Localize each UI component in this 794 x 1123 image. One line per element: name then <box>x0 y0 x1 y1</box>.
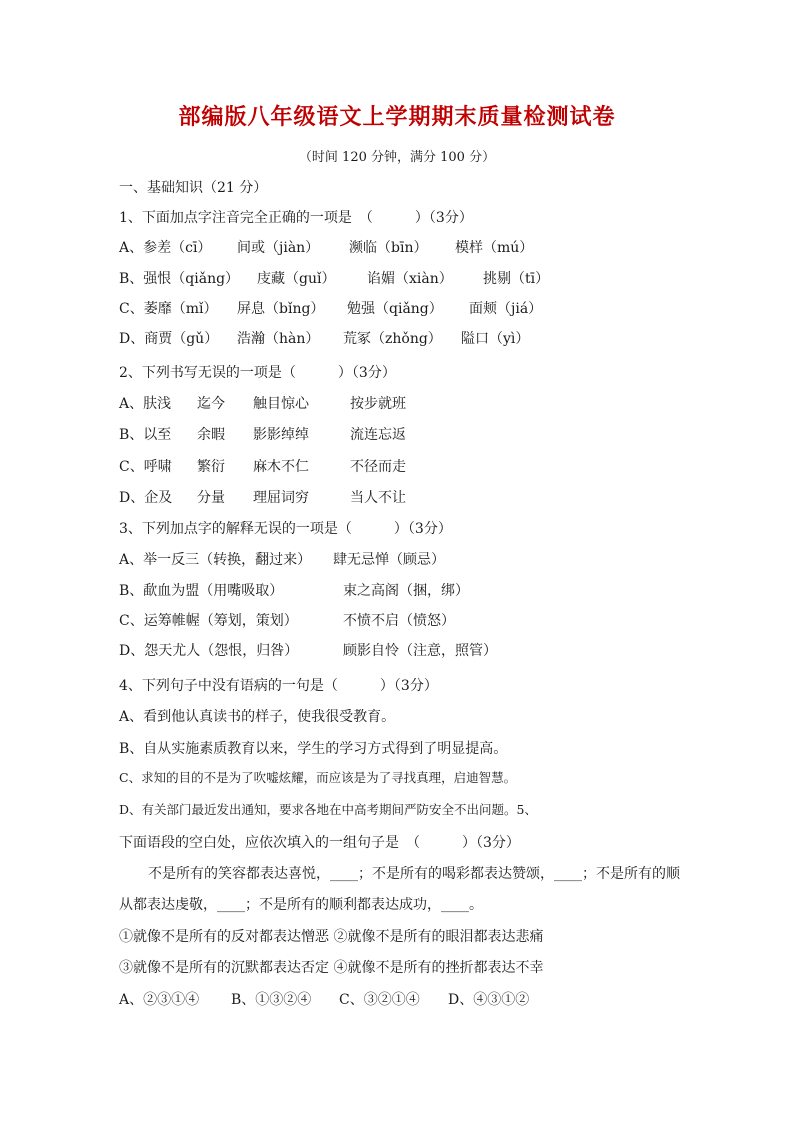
question-5-choices <box>119 989 559 1009</box>
option-cell: 不径而走 <box>350 459 406 475</box>
option-cell: 间或（jiàn） <box>237 240 320 256</box>
option-cell: B、①③②④ <box>231 992 312 1008</box>
question-5-stem: 下面语段的空白处，应依次填入的一组句子是 （ ）（3分） <box>119 835 520 851</box>
option-cell: 触目惊心 <box>253 396 309 412</box>
question-4-option-c: C、求知的目的不是为了吹嘘炫耀，而应该是为了寻找真理，启迪智慧。 <box>119 770 517 785</box>
option-cell: A、②③①④ <box>119 992 200 1008</box>
option-cell: C、③②①④ <box>339 992 420 1008</box>
option-cell: C、萎靡（mǐ） <box>119 301 218 317</box>
option-cell: B、歃血为盟（用嘴吸取） <box>119 583 284 599</box>
option-cell: 束之高阁（捆，绑） <box>343 583 469 599</box>
option-cell: 流连忘返 <box>350 427 406 443</box>
option-cell: 谄媚（xiàn） <box>367 271 453 287</box>
option-cell: 隘口（yì） <box>461 331 530 347</box>
option-cell: 荒冢（zhǒng） <box>343 331 442 347</box>
question-3-option-c <box>119 610 539 630</box>
option-cell: 面颊（jiá） <box>469 301 543 317</box>
option-cell: 繁衍 <box>197 459 225 475</box>
question-3-option-d <box>119 640 539 660</box>
question-2-option-a <box>119 393 539 413</box>
question-5-sentences-3-4: ③就像不是所有的沉默都表达否定 ④就像不是所有的挫折都表达不幸 <box>119 960 544 976</box>
option-cell: A、参差（cī） <box>119 240 212 256</box>
question-1-option-c <box>119 298 679 318</box>
question-4-stem: 4、下列句子中没有语病的一句是（ ）（3分） <box>119 678 438 694</box>
question-2-option-b <box>119 424 539 444</box>
option-cell: 理屈词穷 <box>253 490 309 506</box>
option-cell: 不愤不启（愤怒） <box>343 613 455 629</box>
option-cell: 勉强（qiǎng） <box>347 301 443 317</box>
question-4-option-b: B、自从实施素质教育以来，学生的学习方式得到了明显提高。 <box>119 741 508 757</box>
question-3-stem: 3、下列加点字的解释无误的一项是（ ）（3分） <box>119 521 452 537</box>
question-2-stem: 2、下列书写无误的一项是（ ）（3分） <box>119 365 396 381</box>
option-cell: 按步就班 <box>350 396 406 412</box>
question-3-option-a <box>119 549 539 569</box>
question-5-passage-line-2: 从都表达虔敬，____；不是所有的顺利都表达成功，____。 <box>119 897 483 913</box>
option-cell: A、肤浅 <box>119 396 172 412</box>
exam-duration-note: （时间 120 分钟，满分 100 分） <box>298 150 496 165</box>
option-cell: 当人不让 <box>350 490 406 506</box>
question-1-option-a <box>119 237 679 257</box>
question-5-sentences-1-2: ①就像不是所有的反对都表达憎恶 ②就像不是所有的眼泪都表达悲痛 <box>119 929 544 945</box>
question-4-option-d: D、有关部门最近发出通知，要求各地在中高考期间严防安全不出问题。5、 <box>119 802 537 817</box>
option-cell: 余暇 <box>197 427 225 443</box>
option-cell: 肆无忌惮（顾忌） <box>333 552 445 568</box>
option-cell: 濒临（bīn） <box>349 240 428 256</box>
question-2-option-d <box>119 487 539 507</box>
option-cell: 模样（mú） <box>455 240 534 256</box>
option-cell: C、呼啸 <box>119 459 172 475</box>
option-cell: 迄今 <box>197 396 225 412</box>
option-cell: 麻木不仁 <box>253 459 309 475</box>
option-cell: D、怨天尤人（怨恨，归咎） <box>119 643 299 659</box>
question-1-option-d <box>119 328 679 348</box>
question-3-option-b <box>119 580 539 600</box>
option-cell: D、商贾（gǔ） <box>119 331 219 347</box>
option-cell: B、强恨（qiǎng） <box>119 271 240 287</box>
section-heading: 一、基础知识（21 分） <box>119 180 268 196</box>
option-cell: 庋藏（guǐ） <box>257 271 336 287</box>
question-2-option-c <box>119 456 539 476</box>
question-1-stem: 1、下面加点字注音完全正确的一项是 （ ）（3分） <box>119 210 473 226</box>
option-cell: 浩瀚（hàn） <box>237 331 320 347</box>
option-cell: 挑剔（tī） <box>483 271 550 287</box>
question-4-option-a: A、看到他认真读书的样子，使我很受教育。 <box>119 709 396 725</box>
page-title: 部编版八年级语文上学期期末质量检测试卷 <box>178 105 616 130</box>
option-cell: 分量 <box>197 490 225 506</box>
option-cell: D、④③①② <box>448 992 530 1008</box>
option-cell: 影影绰绰 <box>253 427 309 443</box>
option-cell: D、企及 <box>119 490 173 506</box>
option-cell: 顾影自怜（注意，照管） <box>343 643 497 659</box>
option-cell: C、运筹帷幄（筹划，策划） <box>119 613 298 629</box>
question-5-passage-line-1: 不是所有的笑容都表达喜悦，____；不是所有的喝彩都表达赞颂，____；不是所有的顺 <box>148 866 680 882</box>
option-cell: B、以至 <box>119 427 172 443</box>
option-cell: 屏息（bǐng） <box>237 301 325 317</box>
question-1-option-b <box>119 268 679 288</box>
option-cell: A、举一反三（转换，翻过来） <box>119 552 312 568</box>
